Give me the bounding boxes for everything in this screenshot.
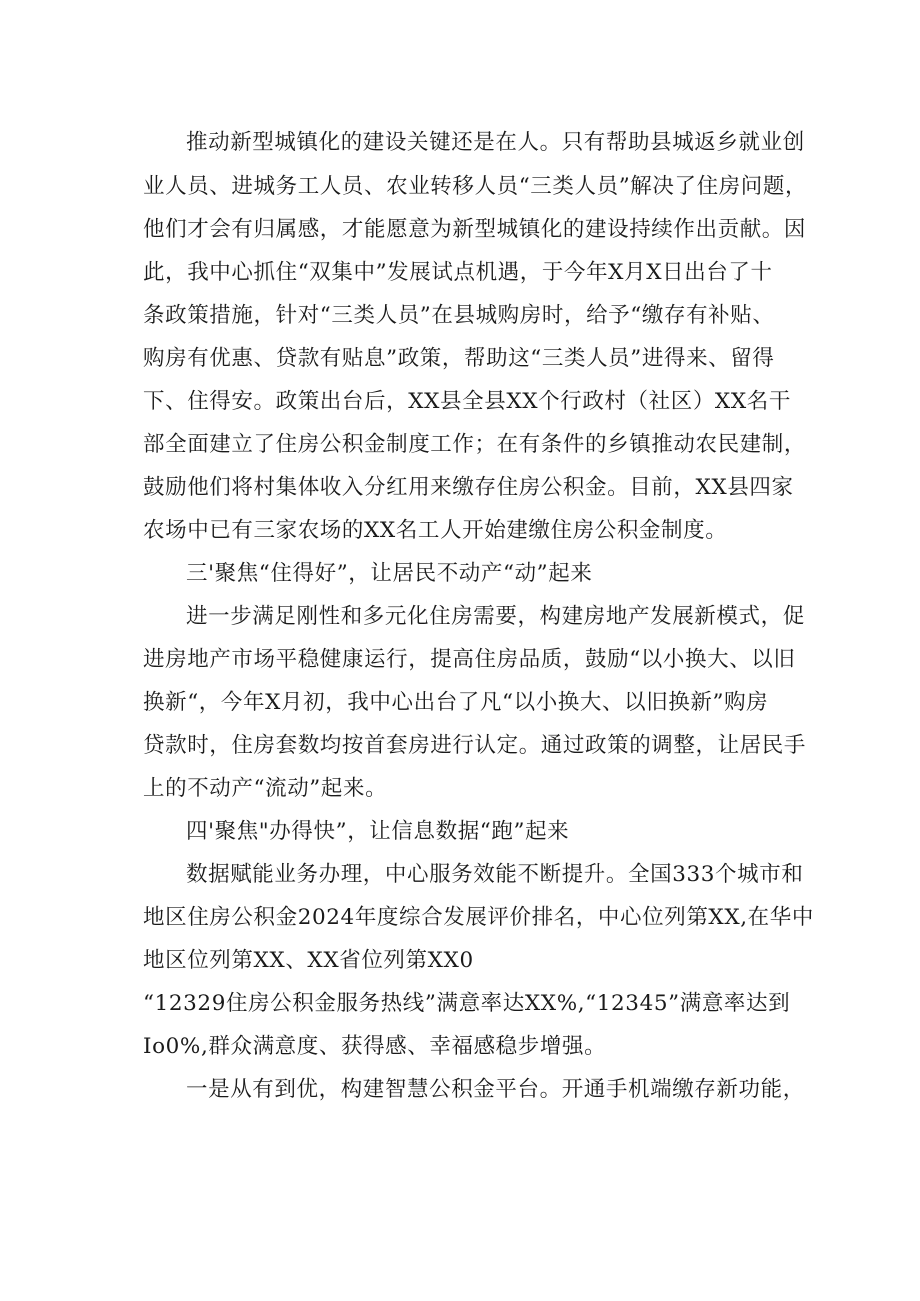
paragraph-line: 地区住房公积金2024年度综合发展评价排名，中心位列第XX,在华中 xyxy=(143,905,814,930)
paragraph-line: 购房有优惠、贷款有贴息”政策，帮助这“三类人员”进得来、留得 xyxy=(143,346,775,371)
paragraph-line: 数据赋能业务办理，中心服务效能不断提升。全国333个城市和 xyxy=(186,862,804,887)
paragraph-line: “12329住房公积金服务热线”满意率达XX%,“12345”满意率达到 xyxy=(143,991,791,1016)
paragraph-line: 部全面建立了住房公积金制度工作；在有条件的乡镇推动农民建制， xyxy=(143,432,807,457)
paragraph-line: 地区位列第XX、XX省位列第XX0 xyxy=(143,948,474,973)
paragraph-line: 一是从有到优，构建智慧公积金平台。开通手机端缴存新功能， xyxy=(186,1077,805,1102)
paragraph-line: 业人员、进城务工人员、农业转移人员“三类人员”解决了住房问题， xyxy=(143,174,808,199)
paragraph-line: 此，我中心抓住“双集中”发展试点机遇，于今年X月X日出台了十 xyxy=(143,260,773,285)
paragraph-line: 进房地产市场平稳健康运行，提高住房品质，鼓励“以小换大、以旧 xyxy=(143,647,796,672)
section-heading: 四'聚焦"办得快”，让信息数据“跑”起来 xyxy=(186,819,570,844)
paragraph-line: 鼓励他们将村集体收入分红用来缴存住房公积金。目前，XX县四家 xyxy=(143,475,794,500)
paragraph-line: 他们才会有归属感，才能愿意为新型城镇化的建设持续作出贡献。因 xyxy=(143,217,807,242)
paragraph-line: 贷款时，住房套数均按首套房进行认定。通过政策的调整，让居民手 xyxy=(143,733,807,758)
paragraph-line: 进一步满足刚性和多元化住房需要，构建房地产发展新模式，促 xyxy=(186,604,805,629)
paragraph-line: 推动新型城镇化的建设关键还是在人。只有帮助县城返乡就业创 xyxy=(186,130,805,155)
paragraph-line: Io0%,群众满意度、获得感、幸福感稳步增强。 xyxy=(143,1034,607,1059)
paragraph-line: 条政策措施，针对“三类人员”在县城购房时，给予“缴存有补贴、 xyxy=(143,303,775,328)
paragraph-line: 农场中已有三家农场的XX名工人开始建缴住房公积金制度。 xyxy=(143,518,728,543)
paragraph-line: 下、住得安。政策出台后，XX县全县XX个行政村（社区）XX名干 xyxy=(143,389,791,414)
paragraph-line: 上的不动产“流动”起来。 xyxy=(143,776,388,801)
section-heading: 三'聚焦“住得好”，让居民不动产“动”起来 xyxy=(186,561,593,586)
paragraph-line: 换新“，今年X月初，我中心出台了凡“以小换大、以旧换新”购房 xyxy=(143,690,769,715)
